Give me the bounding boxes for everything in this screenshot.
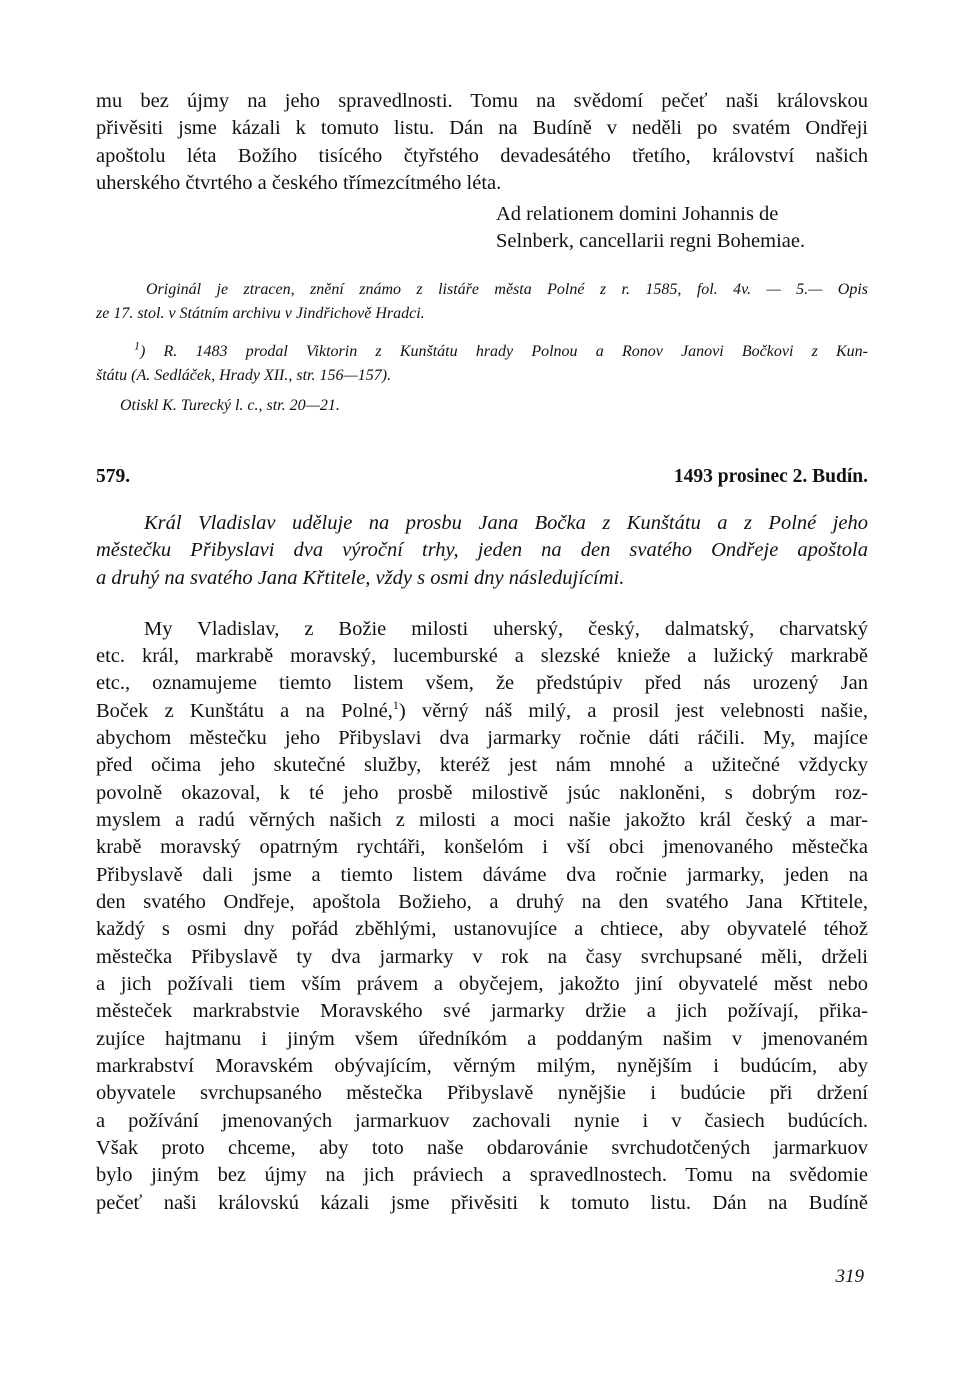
regest-text — [96, 510, 868, 538]
relation-line: Selnberk, cancellarii regni Bohemiae. — [496, 230, 806, 253]
regest-line: městečku Přibyslavi dva výroční trhy, jeden na den svatého Ondřeje apoštola — [96, 539, 868, 562]
continuation-paragraph — [96, 88, 868, 197]
charter-line: myslem a radú věrných našich z milosti a moci našie jakožto král český a mar- — [96, 808, 868, 831]
charter-paragraph — [96, 616, 868, 1218]
regest-line: a druhý na svatého Jana Křtitele, vždy s osmi dny následujícími. — [96, 566, 625, 589]
page-number: 319 — [835, 1266, 864, 1287]
text-line: přivěsiti jsme kázali k tomuto listu. Dán na Budíně v neděli po svatém Ondřeji — [96, 117, 868, 140]
note-line: Originál je ztracen, znění známo z listáře města Polné z r. 1585, fol. 4v. — 5.— Opis — [146, 280, 868, 298]
charter-line: abychom městečku jeho Přibyslavi dva jarmarky ročnie dáti ráčili. My, majíce — [96, 726, 868, 749]
note-line: ze 17. stol. v Státním archivu v Jindřichově Hradci. — [96, 304, 425, 322]
charter-line: městečka Přibyslavě ty dva jarmarky v rok na časy svrchupsané měli, drželi — [96, 945, 868, 968]
charter-line — [96, 698, 868, 725]
footnote-text — [96, 340, 868, 364]
regest-text — [96, 537, 868, 592]
charter-line: povolně okazoval, k té jeho prosbě milostivě jsúc nakloněni, s dobrým roz- — [96, 781, 868, 804]
document-heading — [96, 466, 868, 488]
charter-line: den svatého Ondřeje, apoštola Božieho, a druhý na den svatého Jana Křtitele, — [96, 891, 868, 913]
page-body — [96, 88, 868, 1217]
print-line: Otiskl K. Turecký l. c., str. 20—21. — [120, 396, 340, 414]
footnote-line — [134, 340, 868, 364]
document-date-place: 1493 prosinec 2. Budín. — [673, 465, 868, 487]
source-note-text — [96, 302, 868, 326]
footnote-marker: 1 — [134, 338, 140, 353]
charter-line: etc., oznamujeme tiemto listem všem, že předstúpiv před nás urozený Jan — [96, 672, 868, 695]
charter-line-text: Boček z Kunštátu a na Polné, — [96, 699, 393, 722]
charter-line: a požívání jmenovaných jarmarkuov zachovali nynie i v časiech budúcích. — [96, 1109, 868, 1132]
print-note — [96, 394, 868, 418]
charter-line: etc. král, markrabě moravský, lucemburské a slezské knieže a lužický markrabě — [96, 644, 868, 667]
regest-line: Král Vladislav uděluje na prosbu Jana Bočka z Kunštátu a z Polné jeho — [144, 511, 868, 534]
charter-line: každý s osmi dny pořád zběhlými, ustanovujíce a chtiece, aby obyvatelé téhož — [96, 918, 868, 941]
relation-line: Ad relationem domini Johannis de — [496, 203, 779, 226]
charter-line: Však proto chceme, aby toto naše obdarovánie svrchudotčených jarmarkuov — [96, 1137, 868, 1160]
charter-line: My Vladislav, z Božie milosti uherský, český, dalmatský, charvatský — [144, 617, 868, 640]
charter-line: a jich požívali tiem vším právem a obyčejem, jakožto jiní obyvatelé měst nebo — [96, 973, 868, 996]
text-line: uherského čtvrtého a českého třímezcítmého léta. — [96, 171, 502, 194]
regest — [96, 510, 868, 593]
charter-line: markrabství Moravském obývajícím, věrným milým, nynějším i budúcím, aby — [96, 1055, 868, 1078]
charter-line: obyvatele svrchupsaného městečka Přibyslavě nynějšie i budúcie při držení — [96, 1082, 868, 1105]
charter-line: bylo jiným bez újmy na jich práviech a spravedlnostech. Tomu na svědomie — [96, 1164, 868, 1187]
charter-line: městeček markrabstvie Moravského své jarmarky držie a jich požívají, přika- — [96, 1000, 868, 1023]
footnote-text — [96, 364, 868, 388]
charter-line: Přibyslavě dali jsme a tiemto listem dáváme dva ročnie jarmarky, jeden na — [96, 863, 868, 886]
charter-line: krabě moravský opatrným rychtáři, konšelóm i vší obci jmenovaného městečka — [96, 836, 868, 859]
charter-text — [96, 616, 868, 1218]
source-note-text — [96, 278, 868, 302]
text-line: mu bez újmy na jeho spravedlnosti. Tomu na svědomí pečeť naši královskou — [96, 90, 868, 112]
source-note — [96, 278, 868, 326]
charter-line: před očima jeho skutečné služby, kteréž jest nám mnohé a užitečné vždycky — [96, 754, 868, 777]
charter-line: pečeť naši královskú kázali jsme přivěsiti k tomuto listu. Dán na Budíně — [96, 1191, 868, 1214]
text-line: apoštolu léta Božího tisícého čtyřstého devadesátého třetího, království našich — [96, 144, 868, 167]
continuation-text — [96, 88, 868, 256]
footnote-line: štátu (A. Sedláček, Hrady XII., str. 156—157). — [96, 366, 392, 384]
document-number: 579. — [96, 465, 131, 487]
charter-line: zujíce hajtmanu i jiným všem úředníkóm a poddaným našim v jmenovaném — [96, 1027, 868, 1050]
footnote-line-text: ) R. 1483 prodal Viktorin z Kunštátu hrady Polnou a Ronov Janovi Bočkovi z Kun- — [140, 342, 868, 360]
footnote-ref: 1 — [392, 697, 399, 712]
charter-line-text: ) věrný náš milý, a prosil jest velebnosti našie, — [398, 699, 868, 722]
relation-note — [96, 201, 868, 256]
footnote — [96, 340, 868, 418]
